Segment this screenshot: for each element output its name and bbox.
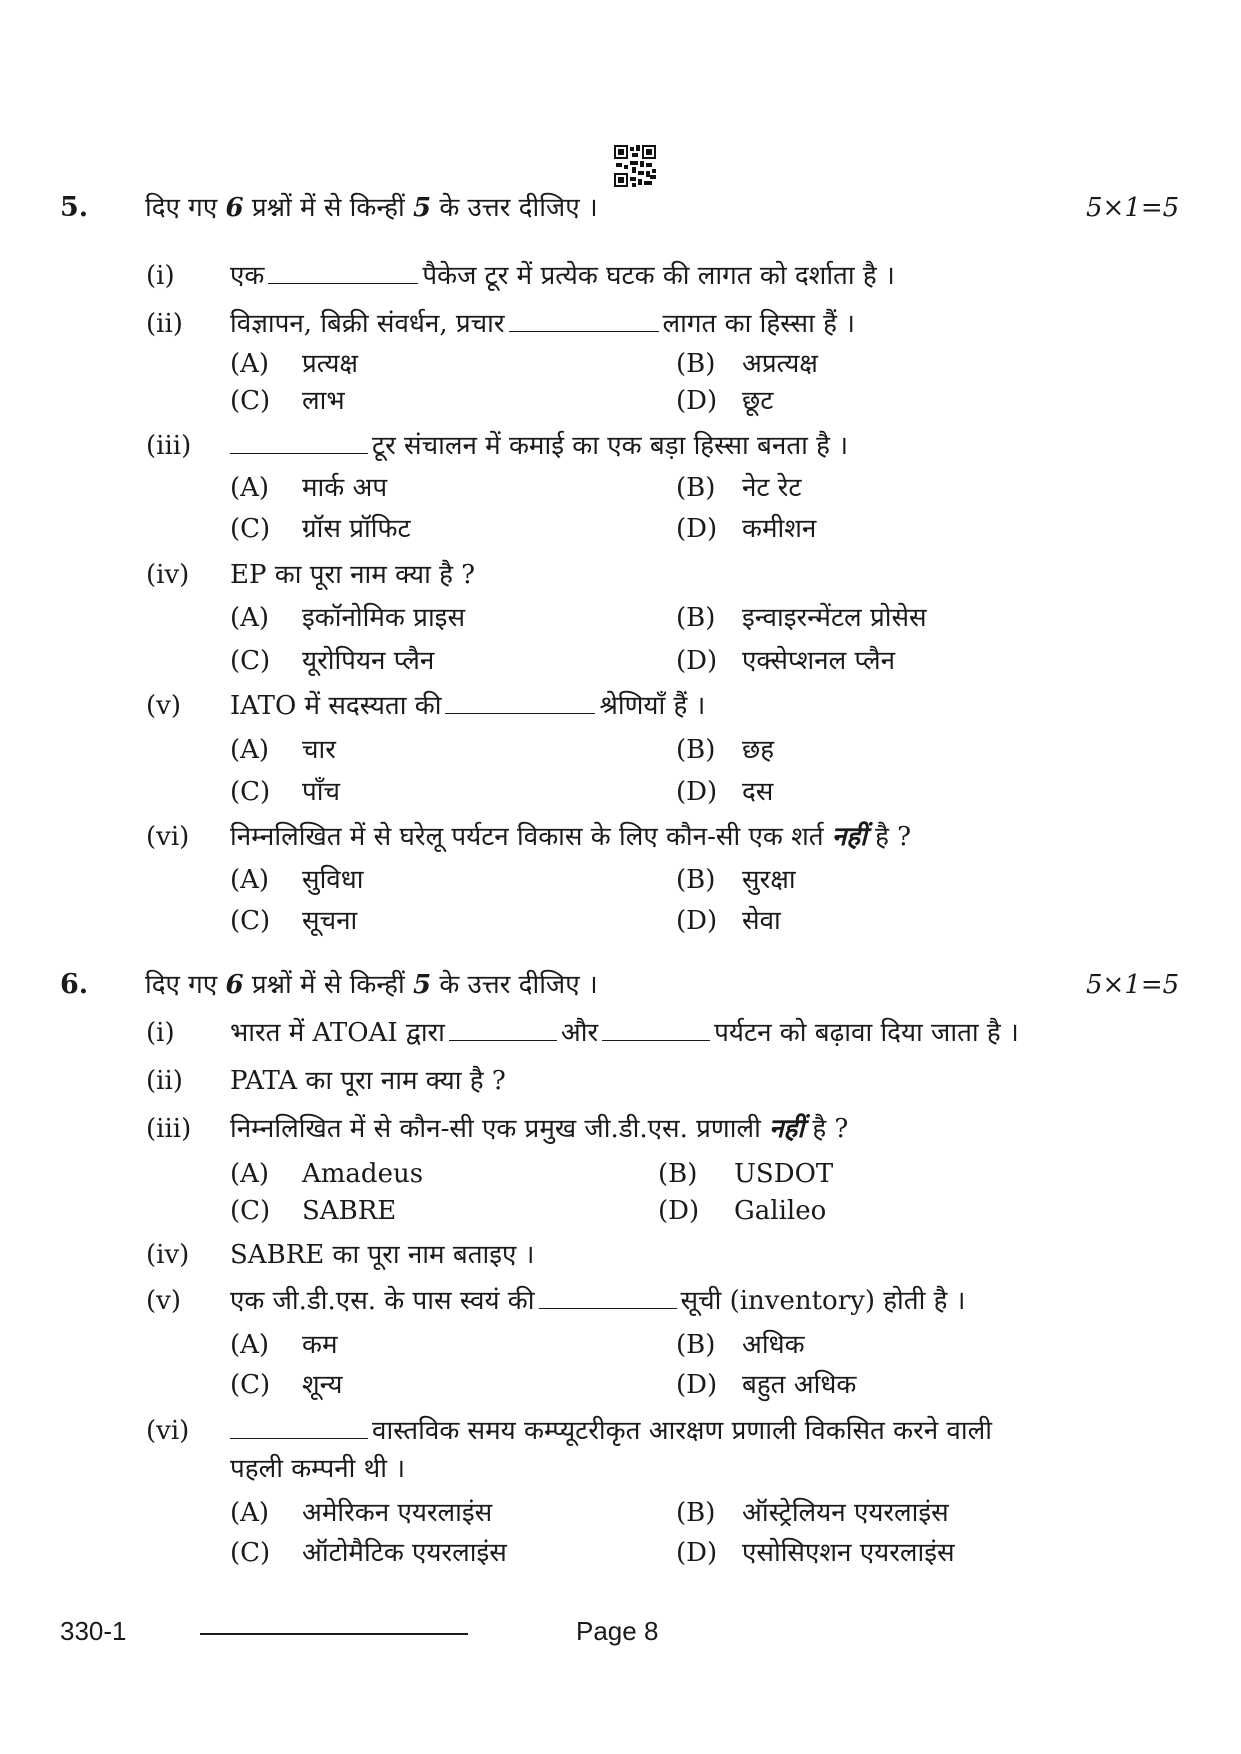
option-text: मार्क अप xyxy=(302,473,388,503)
option-text: बहुत अधिक xyxy=(742,1370,857,1400)
subquestion-label: (vi) xyxy=(146,1416,190,1446)
option-text: दस xyxy=(742,777,774,807)
subquestion-label: (iv) xyxy=(146,1240,190,1270)
option-label: (D) xyxy=(676,1538,718,1568)
option-text: नेट रेट xyxy=(742,473,802,503)
option-label: (B) xyxy=(676,735,716,765)
option-text: पाँच xyxy=(302,777,341,807)
subquestion-text: विज्ञापन, बिक्री संवर्धन, प्रचार लागत का हिस्सा हैं । xyxy=(230,309,855,339)
question-instruction: दिए गए 6 प्रश्नों में से किन्हीं 5 के उत्तर दीजिए । xyxy=(145,193,598,223)
option-text: अधिक xyxy=(742,1330,805,1360)
answer-blank xyxy=(230,1414,368,1439)
marks-allocation: 5×1=5 xyxy=(1086,193,1180,223)
subquestion-text: IATO में सदस्यता की श्रेणियाँ हैं । xyxy=(230,691,706,721)
option-label: (C) xyxy=(230,386,271,416)
option-text: सूचना xyxy=(302,906,358,936)
subquestion-label: (v) xyxy=(146,1286,181,1316)
subquestion-text: PATA का पूरा नाम क्या है ? xyxy=(230,1066,506,1096)
option-text: सुविधा xyxy=(302,865,364,895)
option-text: ग्रॉस प्रॉफिट xyxy=(302,514,411,544)
subquestion-text: EP का पूरा नाम क्या है ? xyxy=(230,560,476,590)
option-text: प्रत्यक्ष xyxy=(302,349,359,379)
question-number: 6. xyxy=(60,969,89,1000)
option-label: (A) xyxy=(230,349,270,379)
option-label: (A) xyxy=(230,1330,270,1360)
option-label: (B) xyxy=(676,603,716,633)
subquestion-label: (v) xyxy=(146,691,181,721)
subquestion-label: (vi) xyxy=(146,822,190,852)
answer-blank xyxy=(449,1016,557,1041)
option-label: (B) xyxy=(676,1330,716,1360)
subquestion-text-continued: पहली कम्पनी थी । xyxy=(230,1454,406,1484)
paper-code: 330-1 xyxy=(60,1616,127,1646)
option-label: (B) xyxy=(658,1159,698,1189)
answer-blank xyxy=(602,1016,710,1041)
option-label: (C) xyxy=(230,1370,271,1400)
option-text: इन्वाइरन्मेंटल प्रोसेस xyxy=(742,603,927,633)
subquestion-text: एक पैकेज टूर में प्रत्येक घटक की लागत को दर्शाता है । xyxy=(230,261,895,291)
subquestion-text: निम्नलिखित में से घरेलू पर्यटन विकास के लिए कौन-सी एक शर्त नहीं है ? xyxy=(230,822,912,852)
option-label: (C) xyxy=(230,906,271,936)
option-text: ऑस्ट्रेलियन एयरलाइंस xyxy=(742,1498,949,1528)
option-text: शून्य xyxy=(302,1370,343,1400)
option-label: (A) xyxy=(230,1498,270,1528)
subquestion-label: (i) xyxy=(146,261,175,291)
marks-allocation: 5×1=5 xyxy=(1086,970,1180,1000)
option-text: कमीशन xyxy=(742,514,817,544)
option-label: (A) xyxy=(230,473,270,503)
option-label: (B) xyxy=(676,349,716,379)
subquestion-label: (iv) xyxy=(146,560,190,590)
question-instruction: दिए गए 6 प्रश्नों में से किन्हीं 5 के उत्तर दीजिए । xyxy=(145,970,598,1000)
option-text: सेवा xyxy=(742,906,781,936)
subquestion-text: वास्तविक समय कम्प्यूटरीकृत आरक्षण प्रणाली विकसित करने वाली xyxy=(230,1413,992,1449)
subquestion-label: (ii) xyxy=(146,1066,183,1096)
option-label: (A) xyxy=(230,1159,270,1189)
option-text: कम xyxy=(302,1330,338,1360)
option-text: USDOT xyxy=(734,1159,834,1189)
option-label: (C) xyxy=(230,646,271,676)
option-text: Amadeus xyxy=(302,1159,424,1189)
option-text: इकॉनोमिक प्राइस xyxy=(302,603,466,633)
subquestion-text: टूर संचालन में कमाई का एक बड़ा हिस्सा बनता है । xyxy=(230,428,848,464)
option-label: (A) xyxy=(230,735,270,765)
answer-blank xyxy=(268,259,418,284)
option-text: ऑटोमैटिक एयरलाइंस xyxy=(302,1538,507,1568)
subquestion-label: (ii) xyxy=(146,309,183,339)
option-text: सुरक्षा xyxy=(742,865,796,895)
option-label: (C) xyxy=(230,777,271,807)
option-text: चार xyxy=(302,735,336,765)
page-number: Page 8 xyxy=(576,1616,659,1646)
answer-blank xyxy=(539,1284,677,1309)
option-text: एक्सेप्शनल प्लैन xyxy=(742,646,896,676)
option-label: (D) xyxy=(676,777,718,807)
option-label: (B) xyxy=(676,865,716,895)
qr-code xyxy=(614,145,656,187)
option-label: (C) xyxy=(230,1196,271,1226)
subquestion-text: SABRE का पूरा नाम बताइए । xyxy=(230,1240,535,1270)
footer-divider xyxy=(200,1633,468,1635)
option-label: (C) xyxy=(230,514,271,544)
option-label: (D) xyxy=(658,1196,700,1226)
subquestion-text: एक जी.डी.एस. के पास स्वयं की सूची (inventory) होती है । xyxy=(230,1286,966,1316)
option-text: यूरोपियन प्लैन xyxy=(302,646,435,676)
option-text: अप्रत्यक्ष xyxy=(742,349,818,379)
option-label: (D) xyxy=(676,906,718,936)
option-label: (B) xyxy=(676,473,716,503)
subquestion-label: (i) xyxy=(146,1018,175,1048)
option-label: (D) xyxy=(676,386,718,416)
option-label: (C) xyxy=(230,1538,271,1568)
question-number: 5. xyxy=(60,192,89,223)
option-label: (A) xyxy=(230,603,270,633)
subquestion-text: भारत में ATOAI द्वारा और पर्यटन को बढ़ावा दिया जाता है । xyxy=(230,1018,1019,1048)
answer-blank xyxy=(445,689,595,714)
answer-blank xyxy=(509,307,659,332)
option-label: (B) xyxy=(676,1498,716,1528)
answer-blank xyxy=(230,429,368,454)
option-label: (D) xyxy=(676,1370,718,1400)
option-text: छह xyxy=(742,735,775,765)
option-text: छूट xyxy=(742,386,774,416)
option-text: SABRE xyxy=(302,1196,397,1226)
option-text: Galileo xyxy=(734,1196,827,1226)
subquestion-label: (iii) xyxy=(146,1114,192,1144)
option-text: अमेरिकन एयरलाइंस xyxy=(302,1498,493,1528)
option-label: (D) xyxy=(676,646,718,676)
option-text: एसोसिएशन एयरलाइंस xyxy=(742,1538,955,1568)
subquestion-text: निम्नलिखित में से कौन-सी एक प्रमुख जी.डी.एस. प्रणाली नहीं है ? xyxy=(230,1114,849,1144)
subquestion-label: (iii) xyxy=(146,431,192,461)
option-label: (A) xyxy=(230,865,270,895)
option-text: लाभ xyxy=(302,386,345,416)
option-label: (D) xyxy=(676,514,718,544)
